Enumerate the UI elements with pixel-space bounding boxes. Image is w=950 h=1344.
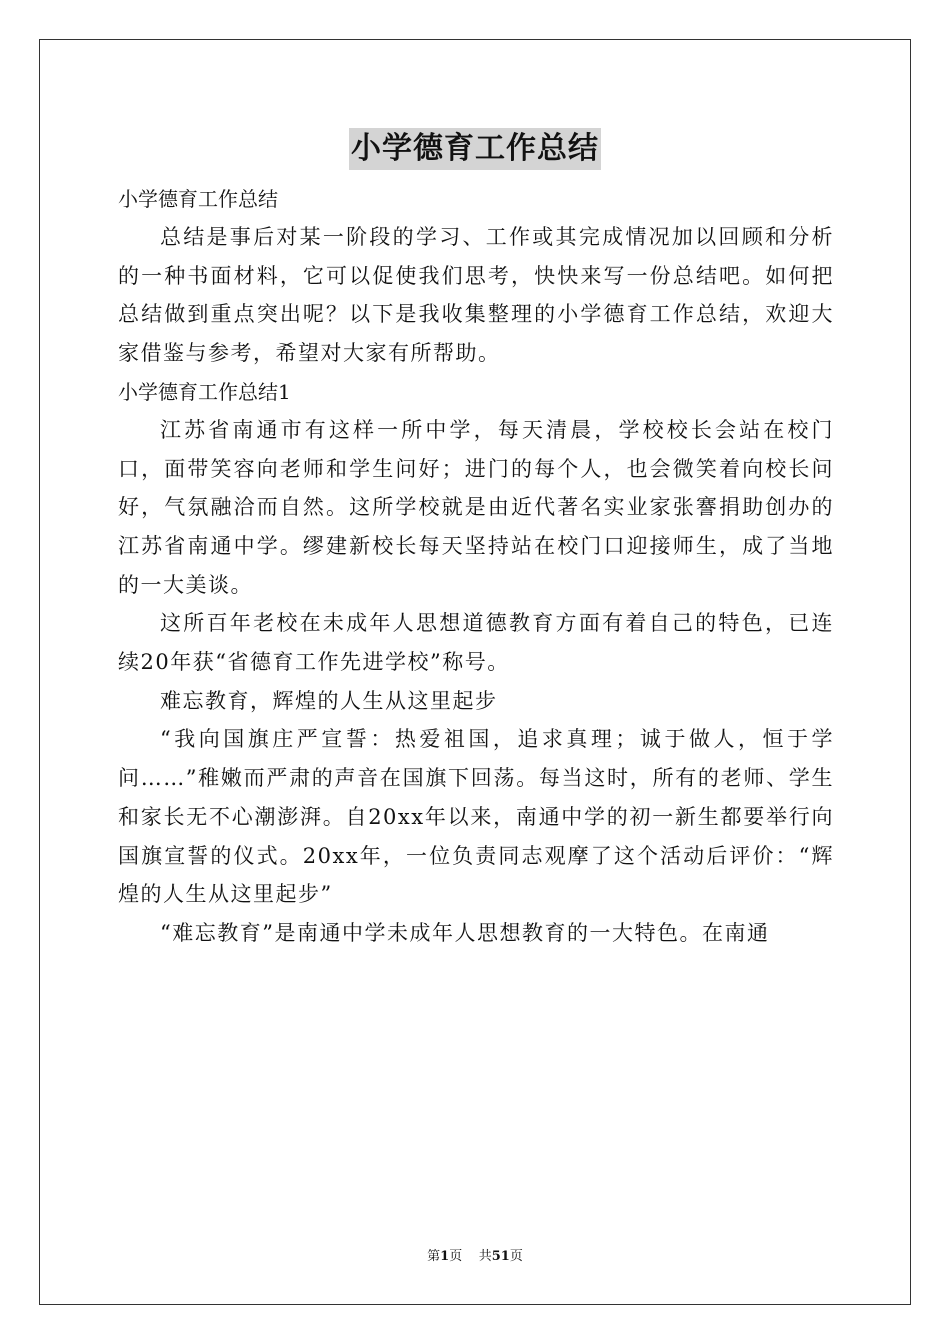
paragraph-intro: 总结是事后对某一阶段的学习、工作或其完成情况加以回顾和分析的一种书面材料，它可以促使我们思考，快快来写一份总结吧。如何把总结做到重点突出呢？以下是我收集整理的小学德育工作总结，欢迎大家借鉴与参考，希望对大家有所帮助。 [118,225,834,366]
title-container [0,128,950,170]
paragraph: “我向国旗庄严宣誓：热爱祖国，追求真理；诚于做人，恒于学问……”稚嫩而严肃的声音在国旗下回荡。每当这时，所有的老师、学生和家长无不心潮澎湃。自20xx年以来，南通中学的初一新生都要举行向国旗宣誓的仪式。20xx年，一位负责同志观摩了这个活动后评价：“辉煌的人生从这里起步” [118,727,834,907]
page-footer [0,1248,950,1266]
page-current: 1 [440,1249,450,1264]
document-body [118,180,834,953]
paragraph: 这所百年老校在未成年人思想道德教育方面有着自己的特色，已连续20年获“省德育工作先进学校”称号。 [118,611,834,675]
section-heading-1: 小学德育工作总结1 [118,379,291,404]
paragraph: 江苏省南通市有这样一所中学，每天清晨，学校校长会站在校门口，面带笑容向老师和学生问好；进门的每个人，也会微笑着向校长问好，气氛融洽而自然。这所学校就是由近代著名实业家张謇捐助创办的江苏省南通中学。缪建新校长每天坚持站在校门口迎接师生，成了当地的一大美谈。 [118,417,834,597]
total-unit: 页 [509,1249,523,1264]
paragraph: “难忘教育”是南通中学未成年人思想教育的一大特色。在南通 [160,920,770,945]
page-total: 51 [491,1249,510,1264]
section-heading: 小学德育工作总结 [118,187,278,211]
document-title: 小学德育工作总结 [349,128,601,170]
paragraph-subheading: 难忘教育，辉煌的人生从这里起步 [160,688,498,713]
page-prefix: 第 [427,1249,441,1264]
total-prefix: 共 [478,1249,492,1264]
page-unit: 页 [449,1249,463,1264]
